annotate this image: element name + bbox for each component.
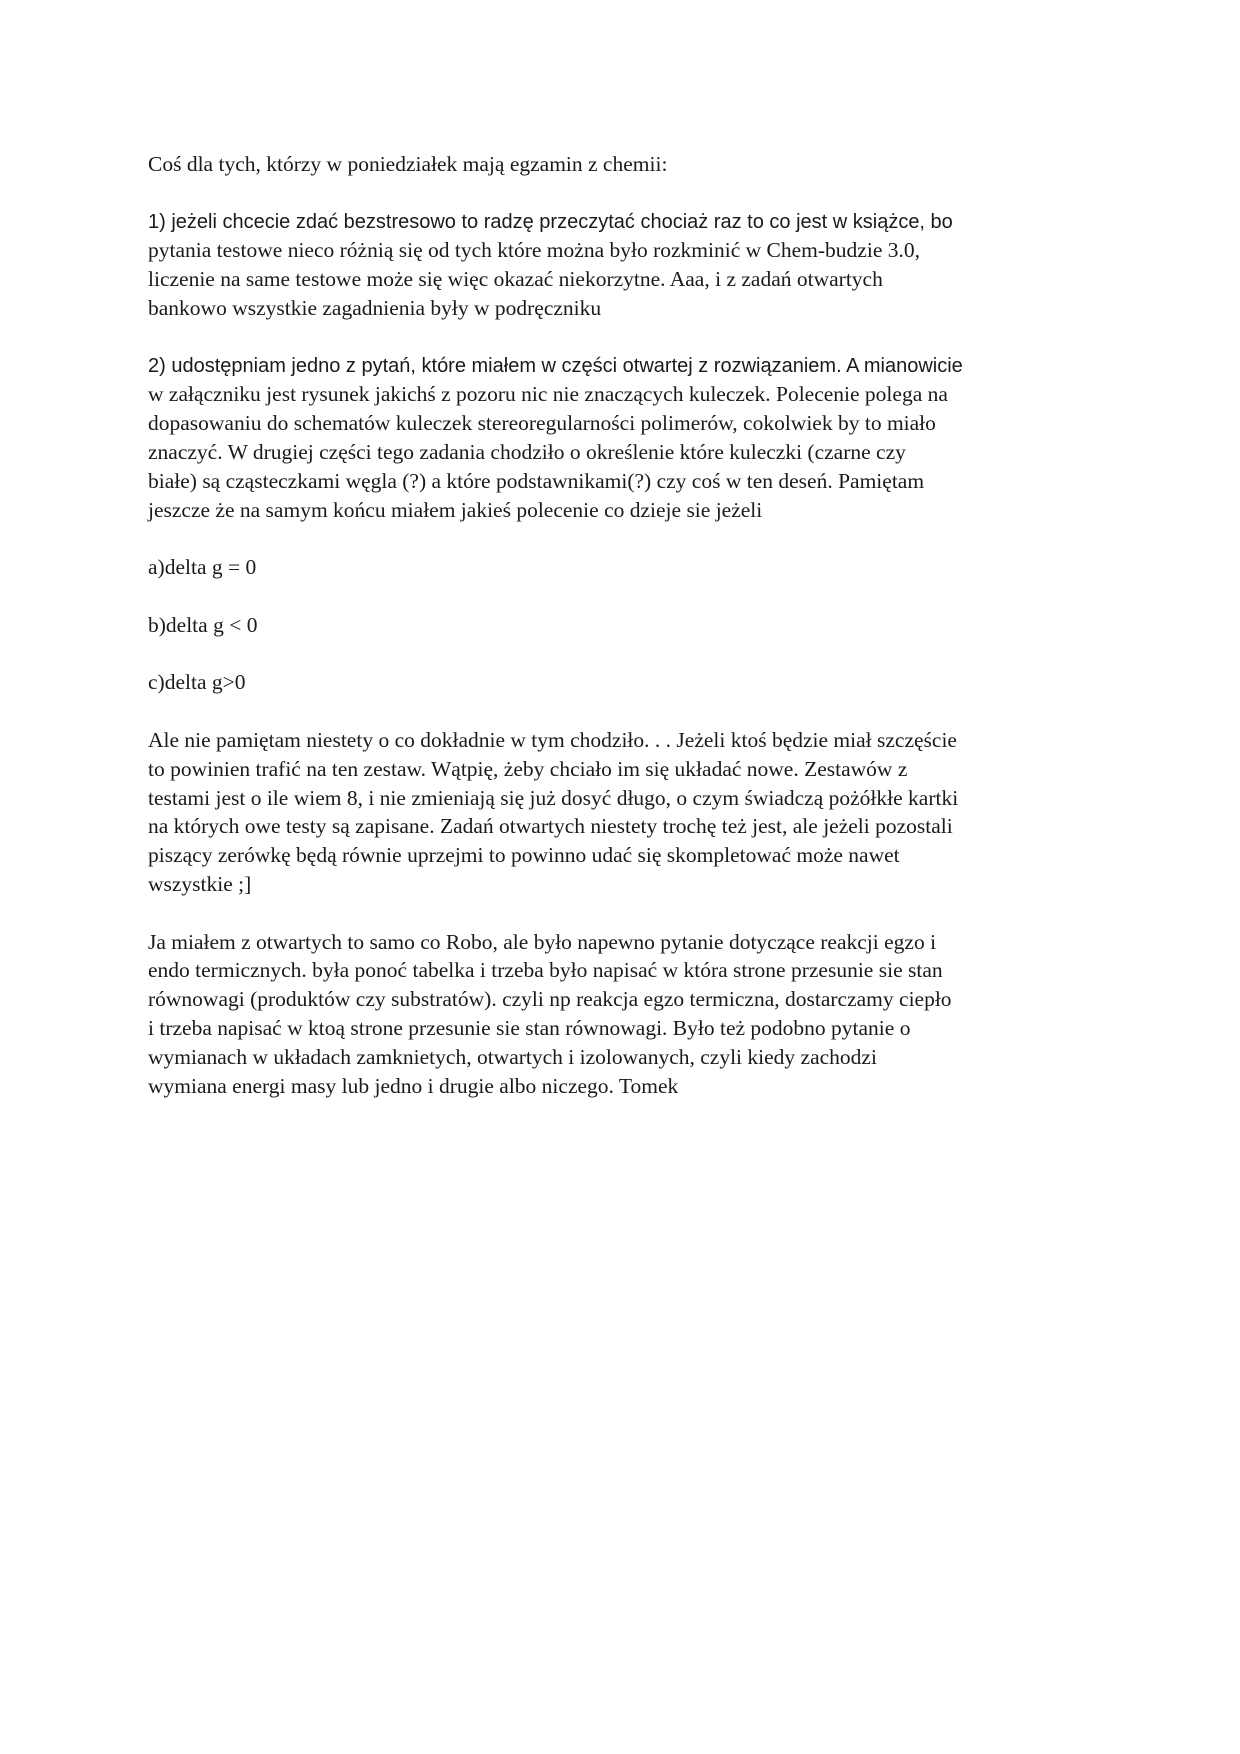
paragraph-line: i trzeba napisać w ktoą strone przesunie sie stan równowagi. Było też podobno pytanie o	[148, 1015, 911, 1040]
list-item-c	[148, 668, 1108, 697]
paragraph-line: 1) jeżeli chcecie zdać bezstresowo to radzę przeczytać chociaż raz to co jest w książce, bo	[148, 210, 953, 233]
list-item-a	[148, 553, 1108, 582]
document-body	[148, 150, 1108, 1129]
paragraph-line: testami jest o ile wiem 8, i nie zmieniają się już dosyć długo, o czym świadczą pożółkłe kartki	[148, 785, 959, 810]
paragraph-line: znaczyć. W drugiej części tego zadania chodziło o określenie które kuleczki (czarne czy	[148, 439, 906, 464]
paragraph-line: to powinien trafić na ten zestaw. Wątpię, żeby chciało im się układać nowe. Zestawów z	[148, 756, 908, 781]
paragraph-line: pytania testowe nieco różnią się od tych które można było rozkminić w Chem-budzie 3.0,	[148, 238, 920, 263]
paragraph-2	[148, 352, 1108, 525]
paragraph-line: wszystkie ;]	[148, 871, 252, 896]
paragraph-3	[148, 726, 1108, 899]
paragraph-line: wymiana energi masy lub jedno i drugie albo niczego. Tomek	[148, 1073, 679, 1098]
paragraph-line: białe) są cząsteczkami węgla (?) a które podstawnikami(?) czy coś w ten deseń. Pamiętam	[148, 468, 925, 493]
paragraph-line: Ale nie pamiętam niestety o co dokładnie w tym chodziło. . . Jeżeli ktoś będzie miał szczęście	[148, 727, 957, 752]
paragraph-line: liczenie na same testowe może się więc okazać niekorzytne. Aaa, i z zadań otwartych	[148, 267, 883, 292]
paragraph-line: jeszcze że na samym końcu miałem jakieś polecenie co dzieje sie jeżeli	[148, 497, 763, 522]
list-item-text: b)delta g < 0	[148, 612, 258, 637]
paragraph-line: piszący zerówkę będą równie uprzejmi to powinno udać się skompletować może nawet	[148, 843, 900, 868]
list-item-text: a)delta g = 0	[148, 555, 257, 580]
paragraph-line: Ja miałem z otwartych to samo co Robo, ale było napewno pytanie dotyczące reakcji egzo i	[148, 929, 937, 954]
paragraph-4	[148, 928, 1108, 1101]
paragraph-line: endo termicznych. była ponoć tabelka i trzeba było napisać w która strone przesunie sie stan	[148, 958, 943, 983]
list-item-b	[148, 611, 1108, 640]
paragraph-line: dopasowaniu do schematów kuleczek stereoregularności polimerów, cokolwiek by to miało	[148, 411, 936, 436]
paragraph-line: wymianach w układach zamknietych, otwartych i izolowanych, czyli kiedy zachodzi	[148, 1044, 877, 1069]
title-line: Coś dla tych, którzy w poniedziałek mają egzamin z chemii:	[148, 152, 668, 176]
document-title	[148, 150, 1108, 179]
paragraph-line: bankowo wszystkie zagadnienia były w podręczniku	[148, 295, 602, 320]
paragraph-line: na których owe testy są zapisane. Zadań otwartych niestety trochę też jest, ale jeżeli pozostali	[148, 814, 953, 839]
paragraph-line: 2) udostępniam jedno z pytań, które miałem w części otwartej z rozwiązaniem. A mianowicie	[148, 354, 963, 377]
paragraph-1	[148, 208, 1108, 323]
paragraph-line: w załączniku jest rysunek jakichś z pozoru nic nie znaczących kuleczek. Polecenie polega na	[148, 382, 948, 407]
paragraph-line: równowagi (produktów czy substratów). czyli np reakcja egzo termiczna, dostarczamy ciepło	[148, 987, 952, 1012]
list-item-text: c)delta g>0	[148, 670, 246, 695]
